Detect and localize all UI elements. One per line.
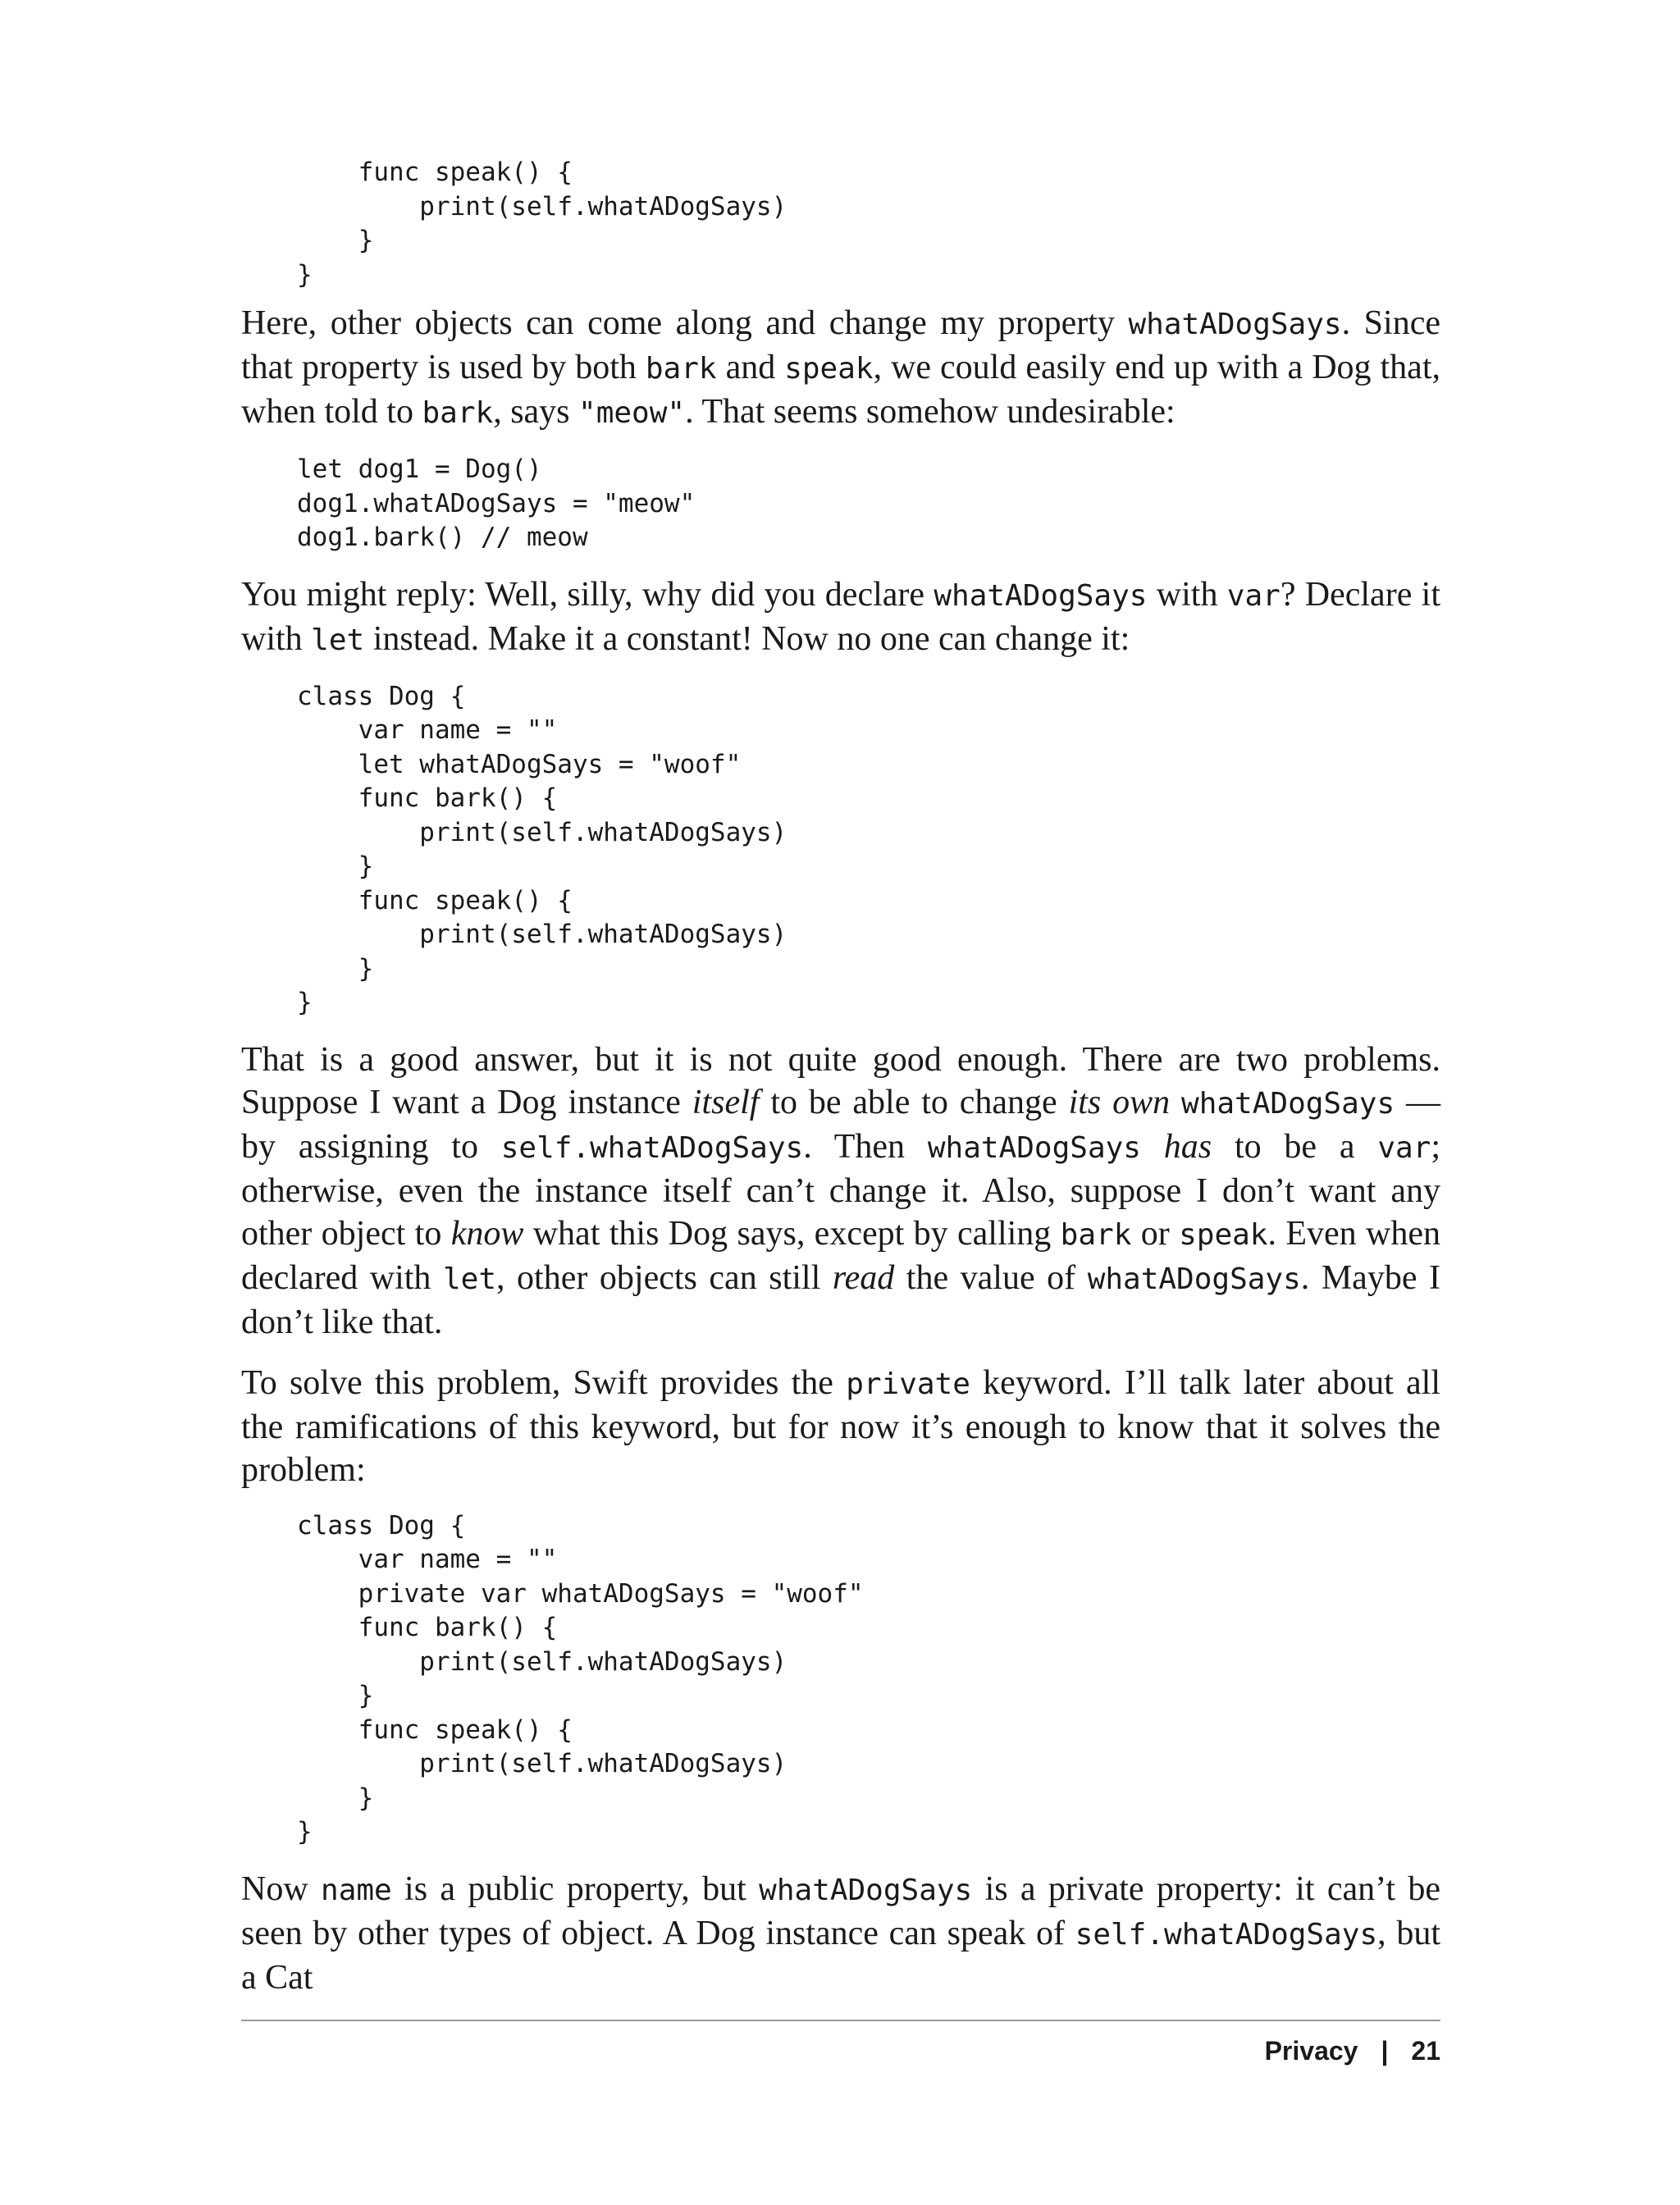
inline-code: name (321, 1873, 392, 1907)
text-run: To solve this problem, Swift provides the (241, 1363, 847, 1402)
footer-row (241, 2036, 1440, 2066)
text-run: , other objects can still (496, 1258, 833, 1297)
inline-code: speak (784, 352, 874, 386)
inline-code: whatADogSays (927, 1130, 1141, 1165)
emphasis: itself (692, 1083, 760, 1121)
text-run: is a private property: it can’t be seen by other types of object. A Dog instance can speak of (241, 1869, 1441, 1952)
inline-code: bark (645, 352, 717, 386)
page-content (241, 156, 1440, 2017)
paragraph-property-change (241, 302, 1440, 435)
text-run: . Maybe I don’t like that. (241, 1258, 1440, 1341)
text-run: That is a good answer, but it is not quite good enough. There are two problems. Suppose I want a Dog instance (241, 1040, 1440, 1121)
inline-code: "meow" (578, 396, 686, 430)
paragraph-two-problems (241, 1039, 1440, 1344)
footer-section-title: Privacy (1264, 2036, 1358, 2066)
emphasis: know (450, 1214, 524, 1253)
text-run: ; otherwise, even the instance itself can’t change it. Also, suppose I don’t want any other object to (241, 1127, 1441, 1253)
inline-code: private (846, 1367, 970, 1401)
text-run: to be able to change (759, 1083, 1069, 1121)
footer-separator: | (1381, 2036, 1389, 2066)
inline-code: self.whatADogSays (500, 1130, 804, 1165)
text-run (1141, 1128, 1164, 1166)
text-run: . Then (803, 1127, 928, 1166)
inline-code: speak (1179, 1217, 1268, 1252)
inline-code: bark (422, 396, 494, 430)
text-run: — by assigning to (241, 1083, 1440, 1166)
text-run: with (1147, 575, 1227, 614)
text-run: Here, other objects can come along and change my property (241, 304, 1129, 342)
text-run: instead. Make it a constant! Now no one can change it: (364, 619, 1130, 658)
text-run: is a public property, but (391, 1869, 760, 1908)
emphasis: has (1163, 1127, 1212, 1166)
inline-code: whatADogSays (759, 1873, 973, 1907)
text-run: , we could easily end up with a Dog that, when told to (241, 349, 1440, 431)
text-run: Now (241, 1869, 322, 1908)
text-run: to be a (1212, 1127, 1378, 1166)
inline-code: var (1377, 1130, 1431, 1165)
page-number: 21 (1411, 2036, 1440, 2066)
text-run: and (716, 349, 785, 386)
code-block-dog-private: class Dog { var name = "" private var whatADogSays = "woof" func bark() { print(self.whatADogSays) } func speak() { print(self.whatADogSays) } } (297, 1510, 864, 1847)
text-run: keyword. I’ll talk later about all the ramifications of this keyword, but for now it’s enough to know that it solves the problem: (241, 1363, 1440, 1489)
inline-code: bark (1060, 1217, 1132, 1252)
footer-divider (241, 2020, 1440, 2021)
code-block-dog-let: class Dog { var name = "" let whatADogSays = "woof" func bark() { print(self.whatADogSays) } func speak() { print(self.whatADogSays) } } (297, 681, 788, 1017)
emphasis: its own (1068, 1083, 1171, 1121)
code-block-speak-fragment: func speak() { print(self.whatADogSays) } } (297, 158, 788, 290)
code-block-dog1-meow: let dog1 = Dog() dog1.whatADogSays = "meow" dog1.bark() // meow (297, 454, 696, 552)
text-run: the value of (894, 1258, 1088, 1297)
inline-code: var (1226, 578, 1281, 613)
text-run: , but a Cat (241, 1914, 1440, 1997)
text-run: or (1131, 1214, 1180, 1253)
inline-code: let (311, 623, 365, 657)
text-run: . Even when declared with (241, 1214, 1440, 1297)
inline-code: let (442, 1262, 497, 1296)
page-footer (241, 2020, 1440, 2066)
inline-code: whatADogSays (1181, 1086, 1395, 1121)
paragraph-private-keyword (241, 1362, 1440, 1491)
emphasis: read (832, 1258, 895, 1297)
text-run: , says (493, 393, 579, 431)
inline-code: whatADogSays (1128, 308, 1342, 341)
text-run: . Since that property is used by both (241, 304, 1440, 386)
paragraph-public-private (241, 1868, 1440, 1999)
text-run: what this Dog says, except by calling (523, 1214, 1061, 1253)
inline-code: whatADogSays (1087, 1262, 1301, 1296)
text-run: You might reply: Well, silly, why did you declare (241, 575, 934, 614)
text-run (1170, 1084, 1181, 1121)
text-run: ? Declare it with (241, 575, 1440, 658)
inline-code: self.whatADogSays (1075, 1917, 1378, 1952)
paragraph-declare-with-let (241, 573, 1440, 662)
inline-code: whatADogSays (934, 578, 1148, 613)
text-run: . That seems somehow undesirable: (685, 393, 1176, 431)
